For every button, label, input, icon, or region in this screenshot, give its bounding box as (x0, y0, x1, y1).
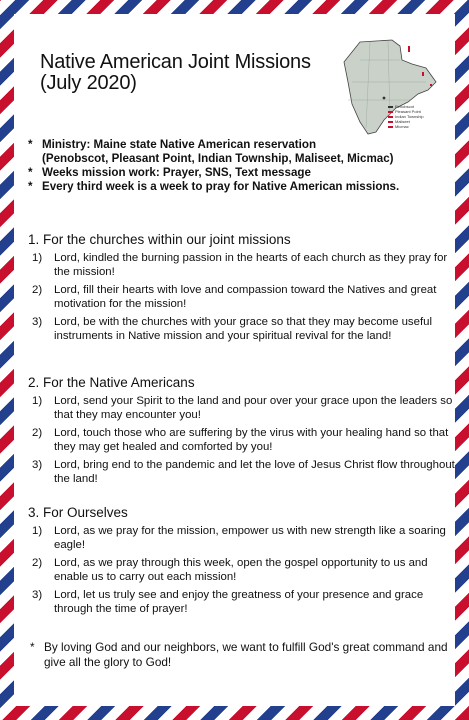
map-legend (388, 104, 424, 129)
legend-item: Maliseet (388, 119, 424, 124)
prayer-item: 2) Lord, fill their hearts with love and compassion toward the Natives and great motivation for the mission! (32, 284, 437, 310)
title-line-1: Native American Joint Missions (40, 51, 311, 73)
legend-item: Indian Township (388, 114, 424, 119)
section-heading: 1. For the churches within our joint missions (28, 232, 291, 247)
section-native-americans (28, 375, 455, 486)
prayer-item: 3) Lord, bring end to the pandemic and let the love of Jesus Christ flow throughout the land! (32, 459, 455, 485)
prayer-item: 3) Lord, be with the churches with your grace so that they may become useful instruments in Native mission and your spiritual revival for the land! (32, 316, 432, 342)
prayer-item: 1) Lord, as we pray for the mission, empower us with new strength like a soaring eagle! (32, 525, 446, 551)
prayer-item: 3) Lord, let us truly see and enjoy the greatness of your presence and grace through the time of prayer! (32, 589, 424, 615)
section-heading: 3. For Ourselves (28, 505, 128, 520)
footer-star: * (30, 640, 35, 654)
title-line-2: (July 2020) (40, 72, 137, 94)
section-ourselves (28, 505, 448, 616)
bullet-every-third-week: * Every third week is a week to pray for Native American missions. (28, 180, 400, 193)
prayer-item: 2) Lord, as we pray through this week, open the gospel opportunity to us and enable us to carry out each mission! (32, 557, 428, 583)
section-churches (28, 232, 448, 343)
bullet-star: * (28, 138, 33, 151)
bullet-star: * (28, 166, 33, 179)
closing-text: By loving God and our neighbors, we want to fulfill God's great command and give all the glory to God! (44, 640, 448, 669)
closing-statement (30, 640, 454, 670)
prayer-item: 1) Lord, kindled the burning passion in the hearts of each church as they pray for the mission! (32, 252, 448, 278)
prayer-item: 1) Lord, send your Spirit to the land and pour over your grace upon the leaders so that they may encounter you! (32, 395, 453, 421)
prayer-item: 2) Lord, touch those who are suffering by the virus with your healing hand so that they may get healed and comforted by you! (32, 427, 449, 453)
section-heading: 2. For the Native Americans (28, 375, 195, 390)
legend-item: Penobscot (388, 104, 424, 109)
bullet-star: * (28, 180, 33, 193)
penobscot-marker (383, 97, 386, 100)
pleasant-point-marker (430, 84, 432, 86)
bullet-ministry: * Ministry: Maine state Native American reservation (Penobscot, Pleasant Point, Indian Township, Maliseet, Micmac) (28, 138, 394, 165)
bullet-weeks-mission-work: * Weeks mission work: Prayer, SNS, Text message (28, 166, 311, 179)
ministry-bullets (28, 138, 448, 194)
legend-item: Micmac (388, 124, 424, 129)
maliseet-marker (408, 46, 410, 52)
indian-township-marker (422, 72, 424, 76)
legend-item: Pleasant Point (388, 109, 424, 114)
document-title (40, 52, 311, 94)
